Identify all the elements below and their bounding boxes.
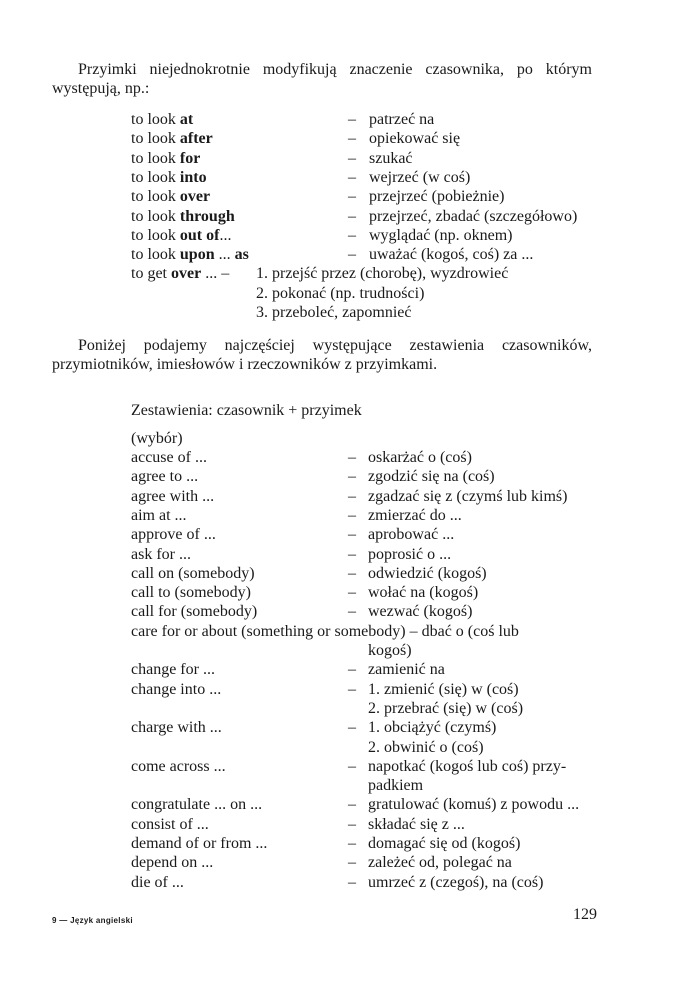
footer-signature: 9 — Język angielski <box>52 916 133 925</box>
entry-dash: – <box>348 757 356 775</box>
entry-meaning: gratulować (komuś) z powodu ... <box>368 796 580 814</box>
entry-meaning: napotkać (kogoś lub coś) przy- <box>368 757 567 775</box>
section-heading: Zestawienia: czasownik + przyimek <box>131 402 362 419</box>
entry-verb: agree with ... <box>131 487 215 505</box>
entry-dash: – <box>348 719 356 737</box>
look-example-preposition: into <box>179 168 207 186</box>
look-example-verb: to look at <box>131 111 194 128</box>
entry-full-line: care for or about (something or somebody) – dbać o (coś lub <box>131 622 519 640</box>
entry-meaning: domagać się od (kogoś) <box>368 835 521 852</box>
entry-meaning: poprosić o ... <box>368 545 452 563</box>
entry-row <box>131 815 611 834</box>
entry-dash: – <box>348 487 356 505</box>
entry-row <box>131 564 611 583</box>
look-example-dash: – <box>348 188 356 206</box>
look-example-preposition: after <box>179 130 213 148</box>
entry-meaning-continuation: 2. obwinić o (coś) <box>368 738 484 756</box>
look-example-dash: – <box>348 130 356 148</box>
entry-meaning: wołać na (kogoś) <box>368 584 479 602</box>
page-number: 129 <box>573 906 597 923</box>
entry-verb: charge with ... <box>131 719 222 737</box>
look-example-dash: – <box>348 149 356 167</box>
entry-dash: – <box>348 603 356 621</box>
look-example-meaning: przejrzeć, zbadać (szczegółowo) <box>369 207 578 225</box>
entry-verb: call for (somebody) <box>131 603 258 621</box>
entry-row <box>131 602 611 621</box>
look-example-verb: to look over <box>131 188 211 206</box>
entry-verb: depend on ... <box>131 854 214 872</box>
entry-meaning: zmierzać do ... <box>368 506 462 524</box>
entry-dash: – <box>348 449 356 466</box>
entry-verb: agree to ... <box>131 468 199 486</box>
entry-row <box>131 583 611 602</box>
entry-row <box>131 545 611 564</box>
entry-row <box>131 660 611 679</box>
entry-dash: – <box>348 835 356 852</box>
entry-verb: accuse of ... <box>131 449 207 466</box>
look-example-preposition: through <box>179 207 235 225</box>
entry-meaning: składać się z ... <box>368 815 465 833</box>
entry-meaning: aprobować ... <box>368 526 455 544</box>
second-paragraph-text: Poniżej podajemy najczęściej występujące zestawienia czasowników, przymiotników, imiesłowów i rzeczowników z przyimkami. <box>52 337 592 373</box>
look-example-preposition: over <box>179 188 211 206</box>
entry-row <box>131 680 611 699</box>
entry-dash: – <box>348 661 356 679</box>
entry-verb: call to (somebody) <box>131 584 251 602</box>
entry-dash: – <box>348 564 356 582</box>
look-example-row <box>131 187 611 206</box>
entry-verb: approve of ... <box>131 526 216 544</box>
entry-dash: – <box>348 545 356 563</box>
get-over-meaning: 3. przeboleć, zapomnieć <box>256 304 412 321</box>
entry-dash: – <box>348 854 356 872</box>
entry-row <box>131 757 611 776</box>
entry-verb: change for ... <box>131 661 215 679</box>
entry-row <box>131 448 611 467</box>
entry-meaning: zgadzać się z (czymś lub kimś) <box>368 487 568 505</box>
get-over-verb: to get over ... – <box>131 265 230 283</box>
entry-verb: consist of ... <box>131 815 209 833</box>
entry-dash: – <box>348 873 356 891</box>
look-example-preposition: as <box>234 246 249 264</box>
look-example-row <box>131 226 611 245</box>
entry-meaning: zależeć od, polegać na <box>368 854 512 872</box>
entry-dash: – <box>348 796 356 814</box>
entry-meaning: zgodzić się na (coś) <box>368 468 495 486</box>
look-example-meaning: wejrzeć (w coś) <box>369 168 471 186</box>
look-example-meaning: wyglądać (np. oknem) <box>369 226 513 244</box>
look-example-preposition: for <box>179 149 201 167</box>
entry-dash: – <box>348 468 356 486</box>
look-example-dash: – <box>348 168 356 186</box>
look-example-row <box>131 149 611 168</box>
look-example-row <box>131 129 611 148</box>
entry-row <box>131 834 611 853</box>
look-example-verb: to look upon ... as <box>131 246 249 264</box>
entry-dash: – <box>348 584 356 602</box>
look-example-verb: to look into <box>131 168 207 186</box>
get-over-preposition: over <box>171 265 202 283</box>
entry-meaning: wezwać (kogoś) <box>368 603 473 621</box>
get-over-meaning: 1. przejść przez (chorobę), wyzdrowieć <box>256 265 509 283</box>
look-example-dash: – <box>348 226 356 244</box>
entry-verb: call on (somebody) <box>131 564 255 582</box>
entry-verb: die of ... <box>131 873 184 891</box>
look-example-meaning: szukać <box>369 149 413 167</box>
entry-meaning: umrzeć z (czegoś), na (coś) <box>368 873 544 891</box>
look-example-verb: to look through <box>131 207 235 225</box>
get-over-meaning: 2. pokonać (np. trudności) <box>256 284 425 302</box>
entry-row <box>131 525 611 544</box>
look-example-meaning: uważać (kogoś, coś) za ... <box>369 246 534 264</box>
entry-row <box>131 487 611 506</box>
entry-row <box>131 795 611 814</box>
entry-meaning-continuation: padkiem <box>368 777 424 795</box>
entry-dash: – <box>348 506 356 524</box>
entry-meaning: 1. zmienić (się) w (coś) <box>368 680 519 698</box>
entry-meaning: oskarżać o (coś) <box>368 449 472 466</box>
entry-meaning: odwiedzić (kogoś) <box>368 564 487 582</box>
section-subheading: (wybór) <box>131 430 183 447</box>
entry-row <box>131 467 611 486</box>
look-example-preposition: upon <box>179 246 215 264</box>
entry-verb: change into ... <box>131 680 222 698</box>
intro-text: Przyimki niejednokrotnie modyfikują znaczenie czasownika, po którym występują, np.: <box>52 61 592 97</box>
look-example-verb: to look out of... <box>131 226 232 244</box>
look-example-preposition: out of <box>179 226 220 244</box>
look-example-preposition: at <box>179 111 194 128</box>
entry-continuation: kogoś) <box>368 642 412 659</box>
look-example-meaning: przejrzeć (pobieżnie) <box>369 188 505 206</box>
look-example-row <box>131 168 611 187</box>
entry-verb: come across ... <box>131 757 226 775</box>
look-example-dash: – <box>348 207 356 225</box>
entry-verb: aim at ... <box>131 506 187 524</box>
entry-dash: – <box>348 680 356 698</box>
look-example-meaning: patrzeć na <box>369 111 435 128</box>
entry-meaning: 1. obciążyć (czymś) <box>368 719 497 737</box>
look-example-verb: to look for <box>131 149 201 167</box>
entry-row <box>131 853 611 872</box>
look-example-dash: – <box>348 246 356 264</box>
entry-verb: demand of or from ... <box>131 835 268 852</box>
entry-verb: ask for ... <box>131 545 191 563</box>
look-example-verb: to look after <box>131 130 213 148</box>
entry-meaning: zamienić na <box>368 661 445 679</box>
look-example-row <box>131 110 611 129</box>
entry-verb: congratulate ... on ... <box>131 796 263 814</box>
entry-row <box>131 506 611 525</box>
look-example-row <box>131 207 611 226</box>
entry-dash: – <box>348 526 356 544</box>
entry-meaning-continuation: 2. przebrać (się) w (coś) <box>368 699 524 717</box>
entry-row <box>131 873 611 892</box>
look-example-dash: – <box>348 111 356 128</box>
intro-paragraph <box>52 60 592 98</box>
entry-row <box>131 718 611 737</box>
second-paragraph <box>52 336 592 374</box>
look-example-row <box>131 245 611 264</box>
look-example-meaning: opiekować się <box>369 130 461 148</box>
entry-dash: – <box>348 815 356 833</box>
